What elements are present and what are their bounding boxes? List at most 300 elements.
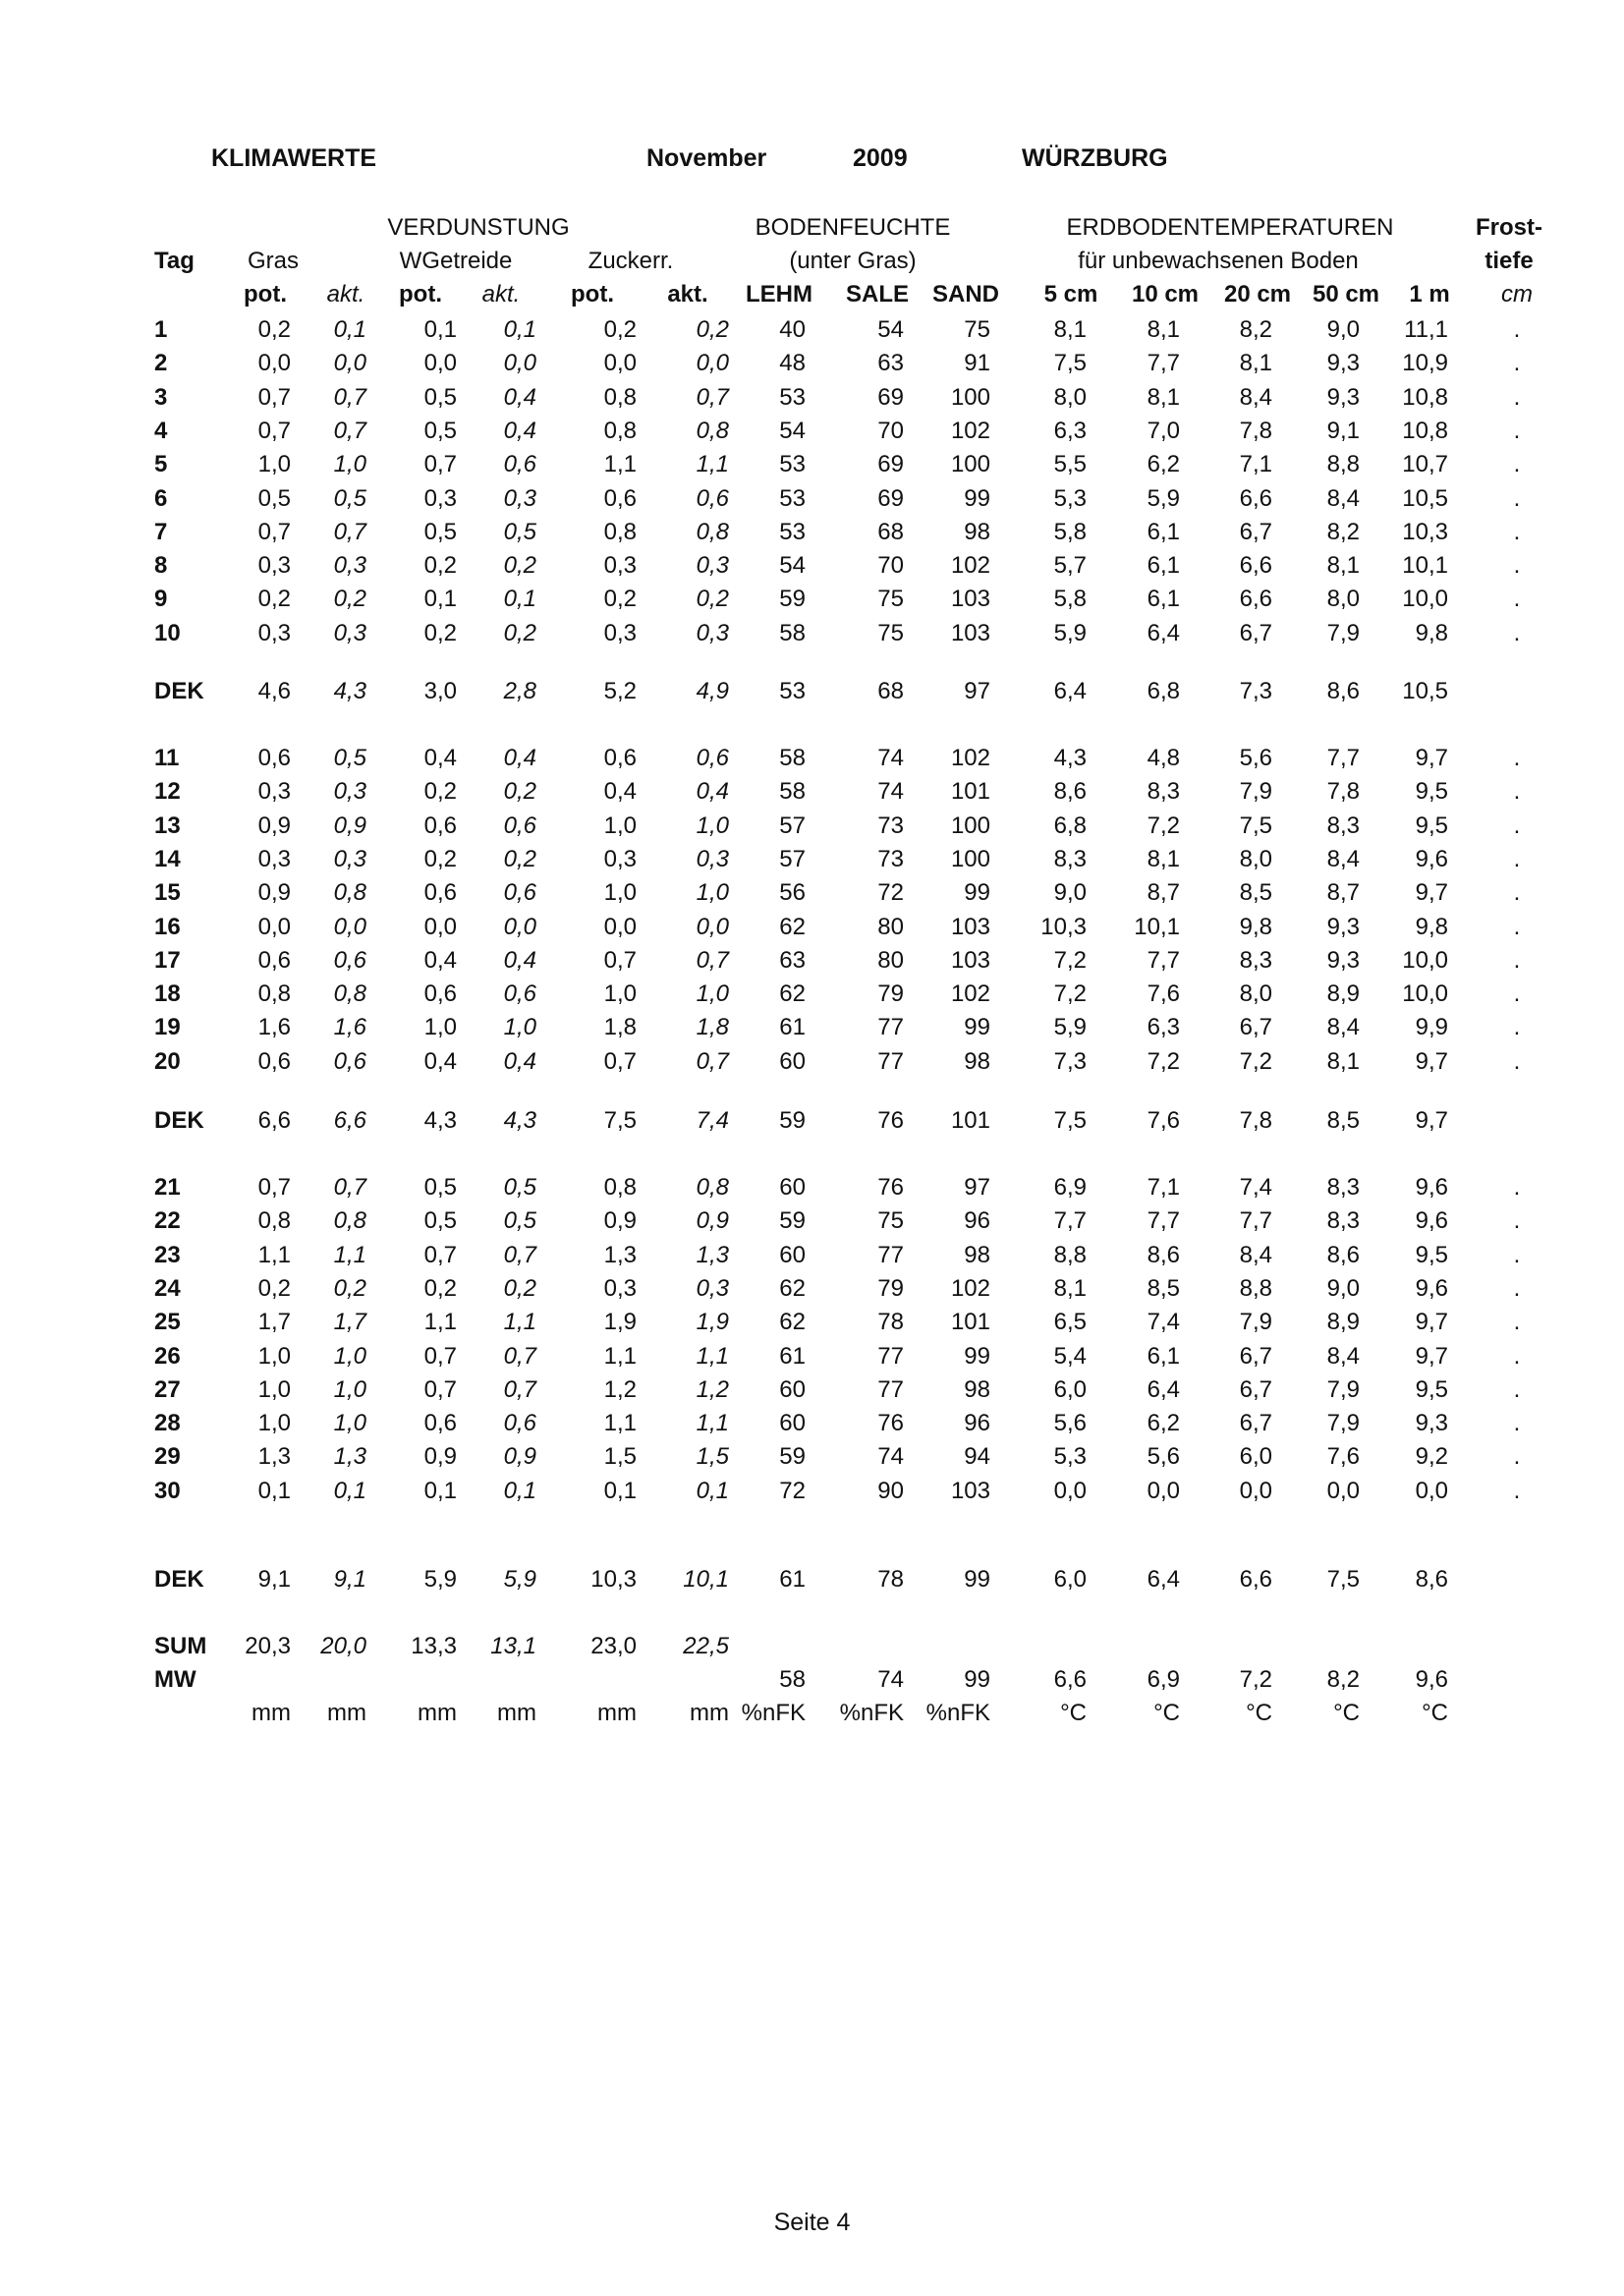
cell-t100: 10,0	[1402, 946, 1448, 974]
cell-sale: 78	[877, 1566, 904, 1593]
cell-t5: 5,3	[1053, 1443, 1087, 1471]
cell-t20: 7,3	[1239, 678, 1272, 704]
cell-t20: 8,1	[1239, 350, 1272, 377]
cell-lehm: 59	[779, 1443, 806, 1471]
cell-gras-akt: 1,0	[333, 451, 366, 478]
cell-frost: .	[1513, 1207, 1521, 1235]
header-tag: Tag	[154, 248, 195, 274]
day-row	[0, 778, 1624, 808]
cell-wg-pot: 0,6	[423, 980, 457, 1008]
cell-zr-pot: 1,2	[603, 1375, 637, 1403]
cell-tag: 2	[154, 350, 168, 377]
cell-sand: 103	[950, 586, 990, 613]
cell-zr-akt: 1,9	[696, 1309, 729, 1336]
cell-gras-pot: 0,2	[257, 586, 291, 613]
cell-zr-pot: 1,1	[603, 1342, 637, 1370]
day-row	[0, 552, 1624, 582]
cell-t5: 5,8	[1053, 586, 1087, 613]
cell-tag: 5	[154, 451, 168, 478]
cell-t20: 7,9	[1239, 778, 1272, 806]
cell-t100: 9,6	[1415, 1174, 1448, 1201]
cell-t20: 6,6	[1239, 552, 1272, 580]
cell-zr-akt: 0,2	[696, 586, 729, 613]
cell-lehm: 53	[779, 518, 806, 545]
cell-tag: 3	[154, 383, 168, 411]
cell-frost: .	[1513, 1309, 1521, 1336]
cell-t20: 7,4	[1239, 1174, 1272, 1201]
cell-tag: 15	[154, 879, 181, 907]
cell-wg-akt: mm	[497, 1700, 536, 1726]
cell-sale: 73	[877, 812, 904, 839]
cell-t5: 6,4	[1053, 678, 1087, 704]
header-sand: SAND	[931, 281, 1000, 308]
cell-sand: 97	[964, 678, 990, 704]
cell-t20: 7,2	[1239, 1047, 1272, 1075]
cell-zr-pot: 0,3	[603, 619, 637, 646]
cell-zr-akt: 22,5	[683, 1633, 729, 1659]
cell-gras-pot: 0,7	[257, 1174, 291, 1201]
cell-t5: 8,1	[1053, 316, 1087, 343]
cell-wg-akt: 0,1	[503, 586, 536, 613]
cell-t5: °C	[1060, 1700, 1087, 1726]
cell-sale: %nFK	[839, 1700, 904, 1726]
cell-sand: 103	[950, 913, 990, 940]
cell-zr-pot: 10,3	[590, 1566, 637, 1593]
cell-sand: 103	[950, 619, 990, 646]
cell-lehm: 59	[779, 586, 806, 613]
cell-sale: 77	[877, 1014, 904, 1041]
cell-gras-akt: 0,7	[333, 518, 366, 545]
cell-sand: 99	[964, 1666, 990, 1693]
day-row	[0, 1275, 1624, 1305]
cell-lehm: 40	[779, 316, 806, 343]
day-row	[0, 1343, 1624, 1372]
cell-zr-akt: 0,4	[696, 778, 729, 806]
cell-t50: 8,2	[1326, 518, 1360, 545]
cell-wg-pot: 0,6	[423, 1410, 457, 1437]
cell-zr-akt: 4,9	[696, 678, 729, 704]
cell-sand: 100	[950, 812, 990, 839]
cell-lehm: 57	[779, 845, 806, 872]
cell-t10: 6,1	[1147, 552, 1180, 580]
cell-zr-pot: 0,3	[603, 1274, 637, 1302]
cell-wg-pot: 0,5	[423, 383, 457, 411]
cell-t10: °C	[1153, 1700, 1180, 1726]
header-zr-akt: akt.	[667, 281, 708, 308]
cell-t20: 0,0	[1239, 1477, 1272, 1504]
cell-t100: 9,9	[1415, 1014, 1448, 1041]
cell-t5: 6,6	[1053, 1666, 1087, 1693]
cell-frost: .	[1513, 1014, 1521, 1041]
cell-sale: 73	[877, 845, 904, 872]
cell-t5: 6,0	[1053, 1566, 1087, 1593]
cell-gras-pot: 0,3	[257, 778, 291, 806]
cell-zr-akt: 0,3	[696, 1274, 729, 1302]
cell-sale: 78	[877, 1309, 904, 1336]
cell-sand: 94	[964, 1443, 990, 1471]
cell-zr-akt: 1,0	[696, 879, 729, 907]
cell-zr-akt: 1,2	[696, 1375, 729, 1403]
cell-t20: 6,0	[1239, 1443, 1272, 1471]
cell-lehm: 60	[779, 1047, 806, 1075]
cell-gras-pot: 0,0	[257, 350, 291, 377]
cell-t100: 10,3	[1402, 518, 1448, 545]
cell-zr-akt: 1,1	[696, 1342, 729, 1370]
header-zuckerr: Zuckerr.	[588, 248, 674, 274]
cell-wg-akt: 0,2	[503, 845, 536, 872]
cell-gras-akt: 0,0	[333, 350, 366, 377]
cell-lehm: 58	[779, 745, 806, 771]
cell-t5: 5,9	[1053, 1014, 1087, 1041]
cell-sale: 75	[877, 586, 904, 613]
cell-t50: 8,4	[1326, 1014, 1360, 1041]
cell-wg-akt: 0,2	[503, 619, 536, 646]
cell-wg-akt: 0,2	[503, 1274, 536, 1302]
cell-t100: 9,5	[1415, 1241, 1448, 1268]
cell-wg-akt: 1,1	[503, 1309, 536, 1336]
cell-lehm: 58	[779, 778, 806, 806]
cell-t50: 9,3	[1326, 350, 1360, 377]
cell-gras-pot: 0,7	[257, 518, 291, 545]
cell-wg-pot: 0,7	[423, 451, 457, 478]
cell-t10: 10,1	[1134, 913, 1180, 940]
cell-zr-akt: 1,8	[696, 1014, 729, 1041]
cell-gras-akt: 0,0	[333, 913, 366, 940]
cell-t10: 7,7	[1147, 946, 1180, 974]
cell-zr-pot: 0,8	[603, 1174, 637, 1201]
cell-gras-akt: 0,7	[333, 417, 366, 444]
cell-frost: .	[1513, 812, 1521, 839]
cell-t50: 8,9	[1326, 980, 1360, 1008]
cell-wg-pot: 0,4	[423, 745, 457, 771]
cell-zr-pot: 1,8	[603, 1014, 637, 1041]
cell-sand: 75	[964, 316, 990, 343]
cell-zr-akt: 0,7	[696, 946, 729, 974]
day-row	[0, 1410, 1624, 1439]
cell-gras-pot: 0,6	[257, 745, 291, 771]
cell-t50: 8,9	[1326, 1309, 1360, 1336]
cell-wg-pot: 0,1	[423, 586, 457, 613]
cell-lehm: 60	[779, 1241, 806, 1268]
cell-t50: 8,1	[1326, 1047, 1360, 1075]
cell-tag: 16	[154, 913, 181, 940]
cell-zr-akt: 1,1	[696, 1410, 729, 1437]
cell-t20: 8,3	[1239, 946, 1272, 974]
cell-sand: %nFK	[925, 1700, 990, 1726]
cell-t10: 7,6	[1147, 1107, 1180, 1134]
cell-sale: 80	[877, 946, 904, 974]
cell-wg-pot: 0,0	[423, 913, 457, 940]
cell-zr-akt: 0,1	[696, 1477, 729, 1504]
cell-t50: 9,0	[1326, 1274, 1360, 1302]
cell-zr-pot: 0,8	[603, 417, 637, 444]
cell-zr-pot: 0,1	[603, 1477, 637, 1504]
cell-tag: 11	[154, 745, 180, 771]
cell-frost: .	[1513, 1342, 1521, 1370]
cell-lehm: 62	[779, 1309, 806, 1336]
cell-wg-pot: 0,9	[423, 1443, 457, 1471]
cell-sand: 91	[964, 350, 990, 377]
cell-wg-akt: 0,4	[503, 745, 536, 771]
cell-t20: 8,0	[1239, 845, 1272, 872]
cell-zr-akt: 0,0	[696, 350, 729, 377]
cell-t10: 8,5	[1147, 1274, 1180, 1302]
cell-t20: 5,6	[1239, 745, 1272, 771]
cell-zr-pot: 1,9	[603, 1309, 637, 1336]
cell-t10: 8,7	[1147, 879, 1180, 907]
cell-gras-akt: 1,0	[333, 1342, 366, 1370]
cell-gras-pot: 0,2	[257, 1274, 291, 1302]
cell-t20: 6,6	[1239, 1566, 1272, 1593]
cell-gras-akt: 0,8	[333, 1207, 366, 1235]
day-row	[0, 1048, 1624, 1078]
cell-gras-akt: mm	[327, 1700, 366, 1726]
cell-t100: 9,5	[1415, 778, 1448, 806]
cell-frost: .	[1513, 484, 1521, 512]
cell-wg-akt: 0,3	[503, 484, 536, 512]
cell-t20: 6,7	[1239, 619, 1272, 646]
header-lehm: LEHM	[746, 281, 812, 308]
cell-sale: 77	[877, 1375, 904, 1403]
cell-t20: 8,4	[1239, 1241, 1272, 1268]
cell-frost: .	[1513, 879, 1521, 907]
header-t5: 5 cm	[1043, 281, 1098, 308]
cell-tag: 10	[154, 619, 181, 646]
cell-t10: 8,3	[1147, 778, 1180, 806]
cell-gras-akt: 0,3	[333, 619, 366, 646]
cell-t5: 4,3	[1053, 745, 1087, 771]
cell-frost: .	[1513, 778, 1521, 806]
cell-tag: 1	[154, 316, 168, 343]
cell-lehm: 53	[779, 678, 806, 704]
cell-t10: 6,1	[1147, 586, 1180, 613]
day-row	[0, 1014, 1624, 1043]
cell-t5: 6,9	[1053, 1174, 1087, 1201]
cell-wg-pot: 0,7	[423, 1375, 457, 1403]
cell-t100: 9,2	[1415, 1443, 1448, 1471]
cell-zr-pot: 0,4	[603, 778, 637, 806]
cell-t100: °C	[1422, 1700, 1448, 1726]
cell-wg-pot: 0,1	[423, 316, 457, 343]
cell-t50: 8,1	[1326, 552, 1360, 580]
cell-tag: 17	[154, 946, 181, 974]
cell-frost: .	[1513, 417, 1521, 444]
day-row	[0, 812, 1624, 842]
cell-t100: 9,7	[1415, 1342, 1448, 1370]
cell-frost: .	[1513, 1477, 1521, 1504]
cell-wg-akt: 0,7	[503, 1375, 536, 1403]
cell-frost: .	[1513, 451, 1521, 478]
day-row	[0, 1478, 1624, 1507]
cell-t5: 6,5	[1053, 1309, 1087, 1336]
sum-row	[0, 1633, 1624, 1662]
cell-gras-pot: 0,7	[257, 417, 291, 444]
cell-frost: .	[1513, 946, 1521, 974]
cell-frost: .	[1513, 1047, 1521, 1075]
cell-wg-akt: 0,1	[503, 1477, 536, 1504]
cell-wg-pot: 1,1	[423, 1309, 457, 1336]
cell-wg-pot: 0,5	[423, 417, 457, 444]
cell-t50: 9,3	[1326, 913, 1360, 940]
day-row	[0, 1309, 1624, 1338]
cell-sand: 99	[964, 1342, 990, 1370]
cell-lehm: 56	[779, 879, 806, 907]
cell-t5: 5,5	[1053, 451, 1087, 478]
cell-t20: 8,0	[1239, 980, 1272, 1008]
cell-gras-pot: 0,2	[257, 316, 291, 343]
dek-row	[0, 1107, 1624, 1137]
cell-t10: 4,8	[1147, 745, 1180, 771]
cell-wg-akt: 1,0	[503, 1014, 536, 1041]
cell-t5: 8,0	[1053, 383, 1087, 411]
cell-gras-akt: 1,0	[333, 1375, 366, 1403]
cell-t50: 7,5	[1326, 1566, 1360, 1593]
cell-t20: 6,7	[1239, 1375, 1272, 1403]
cell-tag: 21	[154, 1174, 181, 1201]
header-gras-akt: akt.	[326, 281, 365, 308]
cell-t20: 7,5	[1239, 812, 1272, 839]
cell-t100: 9,6	[1415, 1207, 1448, 1235]
cell-t100: 9,5	[1415, 1375, 1448, 1403]
cell-sale: 74	[877, 745, 904, 771]
cell-zr-akt: 0,8	[696, 417, 729, 444]
cell-sand: 101	[950, 778, 990, 806]
cell-tag: DEK	[154, 678, 204, 704]
cell-t100: 10,7	[1402, 451, 1448, 478]
cell-zr-pot: 7,5	[603, 1107, 637, 1134]
header-t10: 10 cm	[1131, 281, 1200, 308]
cell-t20: 8,2	[1239, 316, 1272, 343]
cell-tag: 29	[154, 1443, 181, 1471]
cell-zr-akt: 0,3	[696, 845, 729, 872]
cell-wg-akt: 0,7	[503, 1241, 536, 1268]
cell-t50: 8,3	[1326, 812, 1360, 839]
day-row	[0, 1207, 1624, 1237]
cell-zr-pot: 0,2	[603, 586, 637, 613]
cell-t50: 8,4	[1326, 1342, 1360, 1370]
day-row	[0, 1242, 1624, 1271]
cell-tag: 4	[154, 417, 168, 444]
cell-sale: 77	[877, 1241, 904, 1268]
cell-frost: .	[1513, 350, 1521, 377]
cell-wg-akt: 0,4	[503, 383, 536, 411]
cell-wg-akt: 0,6	[503, 1410, 536, 1437]
cell-zr-akt: mm	[690, 1700, 729, 1726]
cell-sand: 96	[964, 1410, 990, 1437]
day-row	[0, 418, 1624, 447]
cell-wg-pot: mm	[418, 1700, 457, 1726]
cell-sale: 90	[877, 1477, 904, 1504]
cell-frost: .	[1513, 552, 1521, 580]
cell-t50: 9,1	[1326, 417, 1360, 444]
cell-t100: 8,6	[1415, 1566, 1448, 1593]
cell-sale: 68	[877, 678, 904, 704]
cell-lehm: 53	[779, 451, 806, 478]
cell-t5: 7,7	[1053, 1207, 1087, 1235]
cell-sale: 75	[877, 1207, 904, 1235]
cell-t100: 11,1	[1404, 316, 1448, 343]
cell-zr-pot: 1,1	[603, 451, 637, 478]
cell-lehm: 58	[779, 619, 806, 646]
cell-gras-pot: 1,0	[257, 1375, 291, 1403]
cell-gras-pot: 0,6	[257, 1047, 291, 1075]
cell-tag: DEK	[154, 1107, 204, 1134]
cell-t5: 7,3	[1053, 1047, 1087, 1075]
cell-sand: 99	[964, 1566, 990, 1593]
cell-t5: 8,6	[1053, 778, 1087, 806]
cell-frost: .	[1513, 1274, 1521, 1302]
cell-gras-pot: 1,3	[257, 1443, 291, 1471]
cell-zr-akt: 7,4	[696, 1107, 729, 1134]
title-station: WÜRZBURG	[1022, 144, 1168, 172]
cell-gras-pot: 20,3	[245, 1633, 291, 1659]
header-verdunstung: VERDUNSTUNG	[387, 214, 570, 241]
cell-zr-pot: 23,0	[590, 1633, 637, 1659]
cell-t5: 5,7	[1053, 552, 1087, 580]
cell-t50: 8,8	[1326, 451, 1360, 478]
cell-gras-pot: 1,0	[257, 1410, 291, 1437]
cell-zr-akt: 0,7	[696, 383, 729, 411]
cell-gras-akt: 0,2	[333, 1274, 366, 1302]
cell-t5: 7,2	[1053, 980, 1087, 1008]
cell-frost: .	[1513, 1410, 1521, 1437]
cell-tag: 26	[154, 1342, 181, 1370]
day-row	[0, 451, 1624, 480]
cell-t100: 9,6	[1415, 1274, 1448, 1302]
cell-sale: 76	[877, 1174, 904, 1201]
cell-tag: MW	[154, 1666, 196, 1693]
day-row	[0, 1174, 1624, 1204]
day-row	[0, 914, 1624, 943]
cell-t100: 9,5	[1415, 812, 1448, 839]
cell-zr-akt: 0,3	[696, 619, 729, 646]
cell-wg-pot: 4,3	[423, 1107, 457, 1134]
cell-t50: 8,7	[1326, 879, 1360, 907]
cell-lehm: 60	[779, 1375, 806, 1403]
cell-t100: 9,6	[1415, 845, 1448, 872]
cell-wg-pot: 0,7	[423, 1342, 457, 1370]
header-unter-gras: (unter Gras)	[789, 248, 917, 274]
cell-tag: 7	[154, 518, 168, 545]
cell-wg-pot: 5,9	[423, 1566, 457, 1593]
cell-frost: .	[1513, 980, 1521, 1008]
cell-t20: 6,7	[1239, 1410, 1272, 1437]
cell-gras-akt: 0,7	[333, 1174, 366, 1201]
cell-sale: 80	[877, 913, 904, 940]
cell-wg-akt: 0,6	[503, 980, 536, 1008]
cell-t50: 9,0	[1326, 316, 1360, 343]
day-row	[0, 350, 1624, 379]
cell-zr-pot: 0,3	[603, 845, 637, 872]
cell-wg-akt: 0,6	[503, 451, 536, 478]
cell-zr-pot: mm	[597, 1700, 637, 1726]
header-wgetreide: WGetreide	[399, 248, 513, 274]
cell-t10: 8,1	[1147, 316, 1180, 343]
cell-t10: 6,2	[1147, 1410, 1180, 1437]
cell-gras-akt: 0,8	[333, 879, 366, 907]
cell-sale: 76	[877, 1410, 904, 1437]
cell-t100: 10,9	[1402, 350, 1448, 377]
cell-t5: 6,3	[1053, 417, 1087, 444]
cell-gras-akt: 0,8	[333, 980, 366, 1008]
cell-sale: 72	[877, 879, 904, 907]
cell-wg-pot: 0,2	[423, 1274, 457, 1302]
cell-zr-pot: 1,1	[603, 1410, 637, 1437]
cell-zr-pot: 0,3	[603, 552, 637, 580]
day-row	[0, 316, 1624, 346]
cell-wg-pot: 1,0	[423, 1014, 457, 1041]
cell-t20: 6,7	[1239, 1342, 1272, 1370]
